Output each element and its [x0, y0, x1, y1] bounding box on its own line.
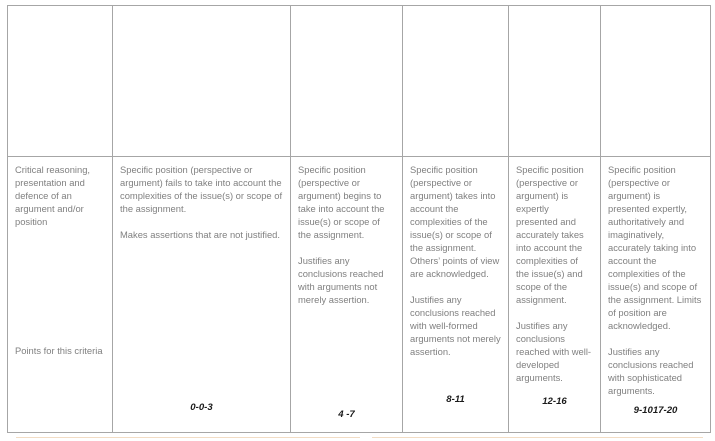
- cell-level-3: [403, 157, 509, 433]
- level-1-paragraph-1: Specific position (perspective or argument) fails to take into account the complexities of the issue(s) or scope of the assignment.: [120, 164, 283, 214]
- level-2-paragraph-1: Specific position (perspective or argument) begins to take into account the issue(s) or scope of the assignment.: [298, 164, 385, 240]
- rubric-table: [7, 5, 711, 433]
- level-3-paragraph-2: Justifies any conclusions reached with well-formed arguments not merely assertion.: [410, 294, 501, 357]
- level-5-paragraph-2: Justifies any conclusions reached with sophisticated arguments.: [608, 346, 694, 396]
- cell-criterion-label: [8, 157, 113, 433]
- level-4-score: 12-16: [542, 396, 567, 407]
- level-5-score: 9-1017-20: [633, 405, 678, 416]
- header-cell-criteria: [8, 6, 113, 157]
- header-cell-level-5: [601, 6, 711, 157]
- level-3-paragraph-1: Specific position (perspective or argument) takes into account the complexities of the issue(s) or scope of the assignment. Others’ points of view are acknowledged.: [410, 164, 500, 279]
- cell-level-1: [113, 157, 291, 433]
- points-for-criteria-label: Points for this criteria: [15, 345, 103, 356]
- level-4-paragraph-1: Specific position (perspective or argument) is expertly presented and accurately takes into account the complexities of the issue(s) and scope of the assignment.: [516, 164, 584, 305]
- level-1-paragraph-2: Makes assertions that are not justified.: [120, 229, 280, 240]
- table-row-criterion: [8, 157, 711, 433]
- level-4-paragraph-2: Justifies any conclusions reached with well-developed arguments.: [516, 320, 592, 383]
- header-cell-level-4: [509, 6, 601, 157]
- cell-level-5: [601, 157, 711, 433]
- level-2-paragraph-2: Justifies any conclusions reached with arguments not merely assertion.: [298, 255, 384, 305]
- level-1-score: 0-0-3: [190, 402, 213, 413]
- level-2-score: 4 -7: [338, 409, 355, 420]
- cell-level-2: [291, 157, 403, 433]
- header-cell-level-1: [113, 6, 291, 157]
- criterion-title: Critical reasoning, presentation and defence of an argument and/or position: [15, 164, 91, 227]
- header-cell-level-3: [403, 6, 509, 157]
- header-cell-level-2: [291, 6, 403, 157]
- level-5-paragraph-1: Specific position (perspective or argument) is presented expertly, authoritatively and imaginatively, accurately taking into account the complexities of the issue(s) and scope of the assignment. Limits of position are acknowledged.: [608, 164, 702, 331]
- table-row-header-band: [8, 6, 711, 157]
- level-3-score: 8-11: [446, 394, 465, 405]
- cell-level-4: [509, 157, 601, 433]
- next-row-rule-gap: [360, 437, 372, 438]
